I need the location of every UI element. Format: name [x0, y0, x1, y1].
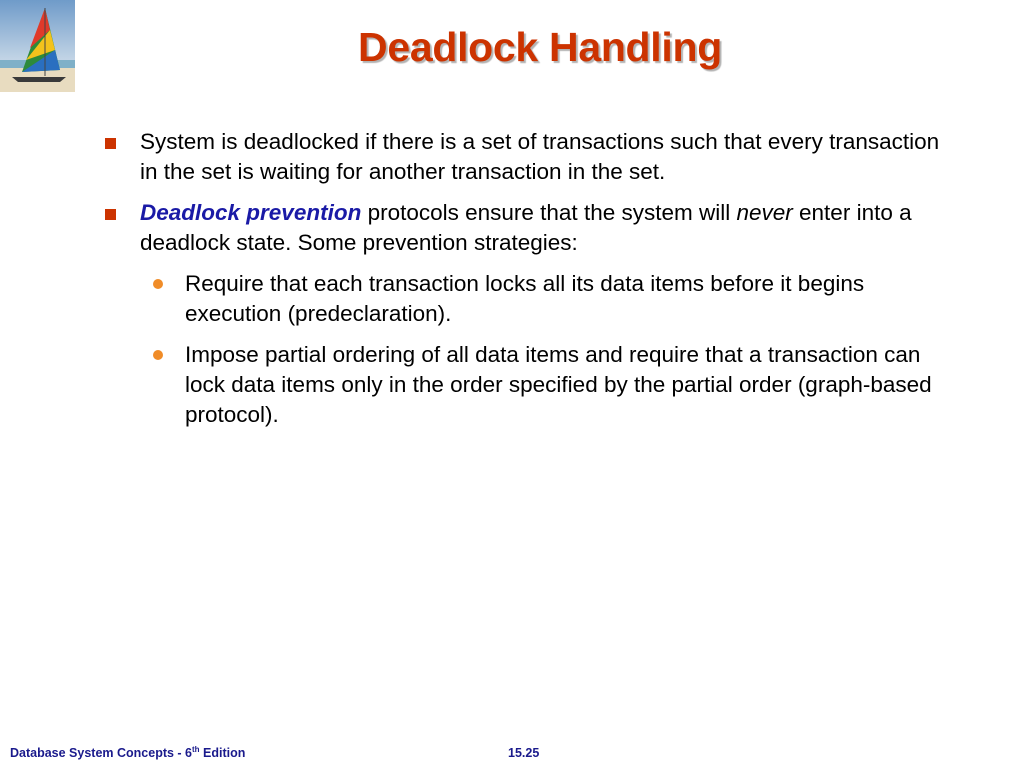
bullet-text: protocols ensure that the system will — [361, 200, 737, 225]
subbullet-item — [100, 269, 940, 329]
slide-title: Deadlock Handling — [358, 24, 722, 70]
bullet-text: System is deadlocked if there is a set of transactions such that every transaction in the set is waiting for another transaction in the set. — [140, 129, 940, 184]
slide-body — [100, 127, 940, 441]
circle-bullet-icon — [153, 350, 163, 360]
square-bullet-icon — [105, 209, 116, 220]
emphasis-never: never — [736, 200, 793, 225]
term-deadlock-prevention: Deadlock prevention — [140, 200, 362, 225]
subbullet-item — [100, 340, 940, 430]
square-bullet-icon — [105, 138, 116, 149]
subbullet-text: Require that each transaction locks all its data items before it begins execution (predeclaration). — [185, 271, 865, 326]
bullet-item — [100, 127, 940, 187]
bullet-text: enter into a deadlock state. Some prevention strategies: — [140, 200, 912, 255]
circle-bullet-icon — [153, 279, 163, 289]
bullet-item — [100, 198, 940, 258]
subbullet-text: Impose partial ordering of all data items and require that a transaction can lock data items only in the order specified by the partial order (graph-based protocol). — [185, 342, 932, 427]
footer-page-number: 15.25 — [508, 746, 540, 760]
sailboat-logo-icon — [0, 0, 75, 92]
footer-book-title: Database System Concepts - 6th Edition — [10, 744, 246, 760]
